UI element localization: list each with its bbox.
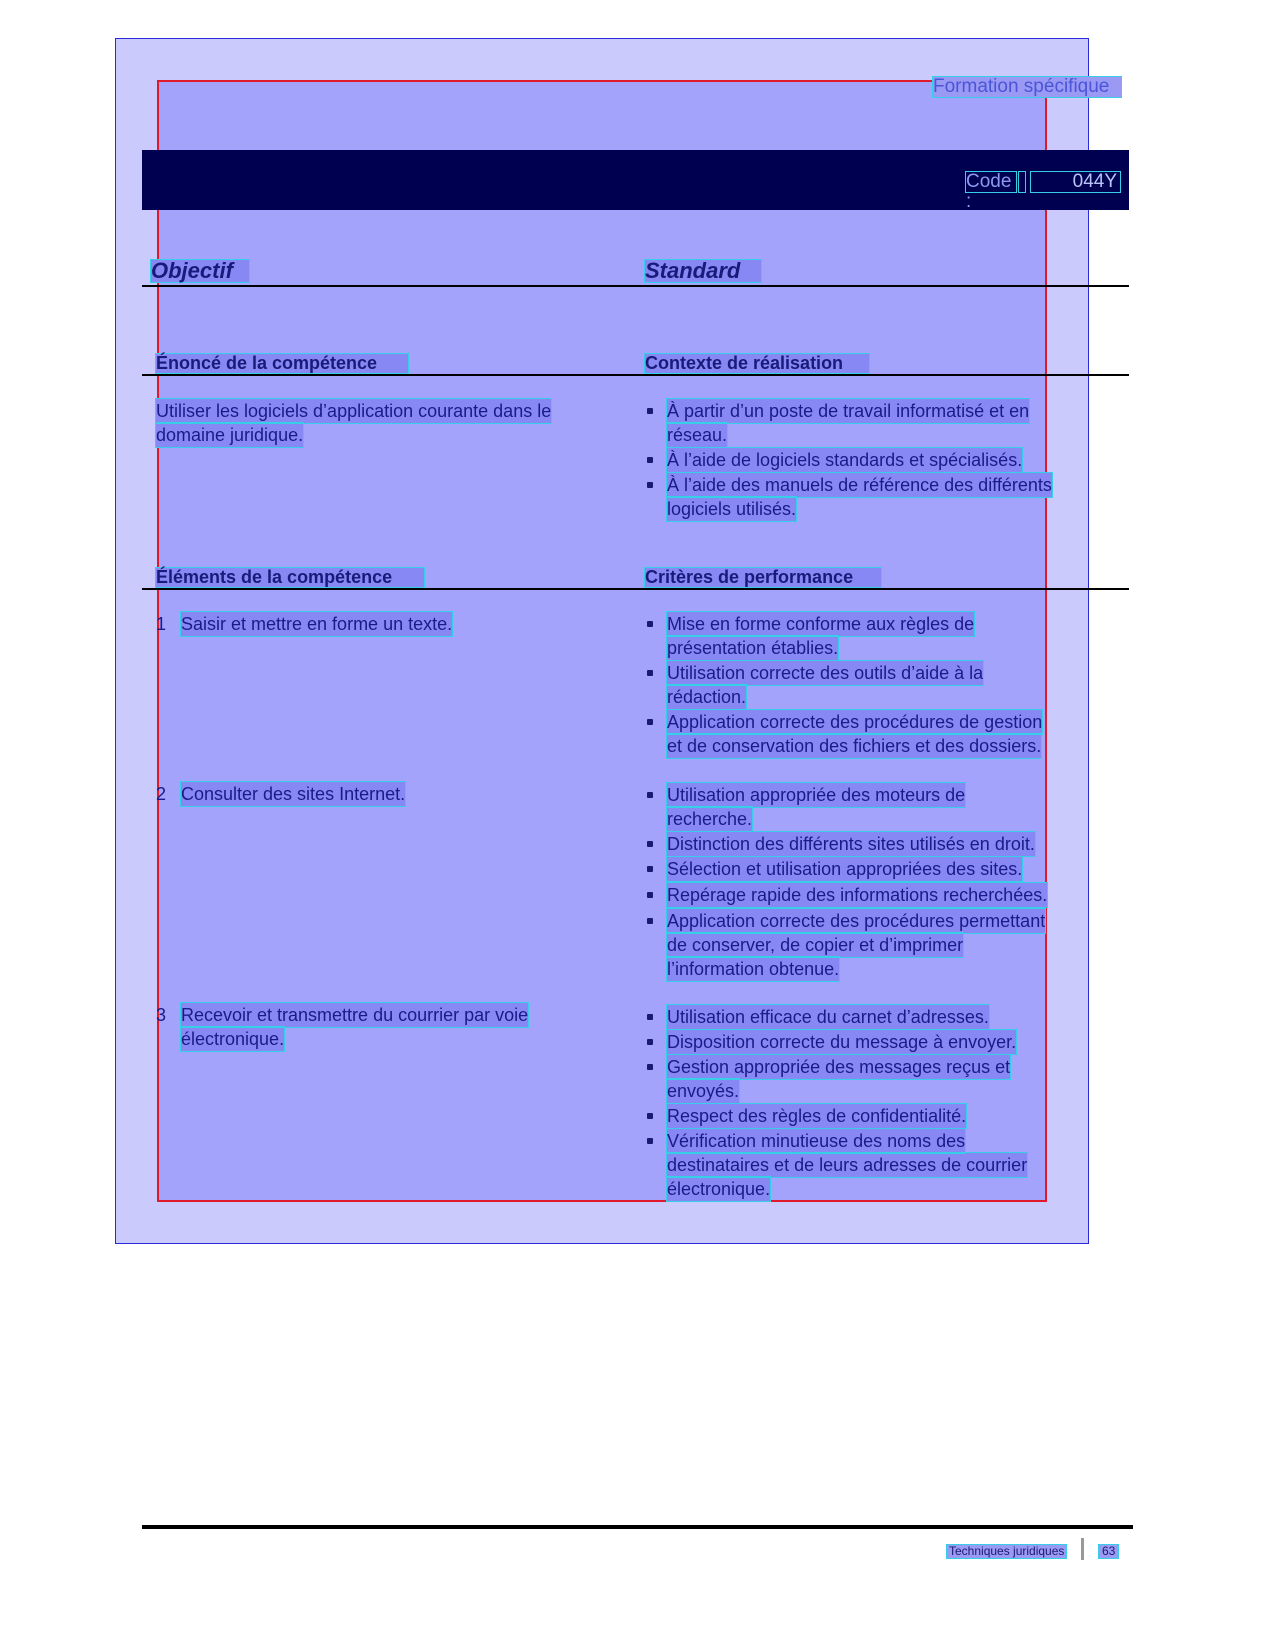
critere-item-line: et de conservation des fichiers et des dossiers. (667, 736, 1042, 756)
formation-label: Formation spécifique (932, 76, 1122, 98)
bullet-icon (647, 892, 653, 898)
enonce-line: domaine juridique. (156, 425, 304, 445)
bullet-icon (647, 408, 653, 414)
bullet-icon (647, 482, 653, 488)
element-line: Recevoir et transmettre du courrier par voie (181, 1005, 529, 1025)
code-label: Code : (965, 171, 1017, 193)
critere-item (667, 783, 965, 831)
critere-item-line: Utilisation appropriée des moteurs de (667, 785, 966, 805)
critere-item (667, 710, 1042, 758)
standard-heading: Standard (644, 259, 762, 283)
bullet-icon (647, 457, 653, 463)
element-number: 2 (156, 784, 167, 804)
element-line: Consulter des sites Internet. (181, 784, 406, 804)
enonce-text (156, 399, 551, 447)
critere-item-line: Disposition correcte du message à envoyer. (667, 1032, 1017, 1052)
criteres-heading: Critères de performance (644, 567, 882, 588)
contexte-item (667, 399, 1029, 447)
critere-item-line: Vérification minutieuse des noms des (667, 1131, 966, 1151)
critere-item (667, 1005, 989, 1029)
critere-item-line: rédaction. (667, 687, 747, 707)
critere-item-line: Application correcte des procédures permettant (667, 911, 1046, 931)
bullet-icon (647, 1138, 653, 1144)
page-number: 63 (1098, 1544, 1119, 1559)
bullet-icon (647, 1039, 653, 1045)
critere-item (667, 832, 1035, 856)
contexte-item-line: réseau. (667, 425, 728, 445)
critere-item-line: envoyés. (667, 1081, 740, 1101)
bullet-icon (647, 621, 653, 627)
critere-item (667, 1129, 1027, 1201)
bullet-icon (647, 841, 653, 847)
contexte-item-line: À l’aide des manuels de référence des différents (667, 475, 1052, 495)
critere-item-line: Repérage rapide des informations recherchées. (667, 885, 1048, 905)
element-text (181, 1003, 528, 1051)
enonce-heading: Énoncé de la compétence (155, 353, 409, 374)
element-number: 3 (156, 1005, 167, 1025)
critere-item (667, 1104, 966, 1128)
critere-item-line: l’information obtenue. (667, 959, 840, 979)
critere-item-line: Application correcte des procédures de gestion (667, 712, 1043, 732)
element-text (181, 782, 405, 806)
enonce-line: Utiliser les logiciels d’application courante dans le (156, 401, 552, 421)
bullet-icon (647, 918, 653, 924)
bullet-icon (647, 719, 653, 725)
critere-item (667, 1030, 1016, 1054)
bullet-icon (647, 866, 653, 872)
elements-heading: Éléments de la compétence (155, 567, 425, 588)
critere-item-line: Mise en forme conforme aux règles de (667, 614, 975, 634)
bullet-icon (647, 670, 653, 676)
critere-item-line: Distinction des différents sites utilisés en droit. (667, 834, 1035, 854)
critere-item (667, 612, 974, 660)
critere-item-line: Sélection et utilisation appropriées des sites. (667, 859, 1023, 879)
element-line: Saisir et mettre en forme un texte. (181, 614, 453, 634)
footer-text: Techniques juridiques (946, 1544, 1067, 1559)
critere-item-line: électronique. (667, 1179, 771, 1199)
critere-item-line: destinataires et de leurs adresses de courrier (667, 1155, 1028, 1175)
objectif-heading: Objectif (150, 259, 250, 283)
code-value: 044Y (1030, 171, 1121, 193)
code-separator (1018, 171, 1026, 193)
critere-item-line: de conserver, de copier et d’imprimer (667, 935, 964, 955)
contexte-item (667, 473, 1052, 521)
bullet-icon (647, 792, 653, 798)
bullet-icon (647, 1014, 653, 1020)
element-number: 1 (156, 614, 167, 634)
contexte-item-line: logiciels utilisés. (667, 499, 797, 519)
rule-3 (142, 588, 1129, 590)
critere-item (667, 909, 1045, 981)
footer-rule (142, 1525, 1133, 1529)
critere-item-line: Utilisation efficace du carnet d’adresses. (667, 1007, 989, 1027)
footer-divider (1081, 1538, 1084, 1560)
contexte-heading: Contexte de réalisation (644, 353, 870, 374)
critere-item (667, 661, 983, 709)
element-line: électronique. (181, 1029, 285, 1049)
contexte-item-line: À partir d’un poste de travail informatisé et en (667, 401, 1030, 421)
critere-item-line: présentation établies. (667, 638, 839, 658)
critere-item (667, 883, 1047, 907)
critere-item (667, 1055, 1010, 1103)
bullet-icon (647, 1113, 653, 1119)
contexte-item-line: À l’aide de logiciels standards et spécialisés. (667, 450, 1023, 470)
critere-item-line: Gestion appropriée des messages reçus et (667, 1057, 1011, 1077)
critere-item-line: Respect des règles de confidentialité. (667, 1106, 967, 1126)
critere-item-line: Utilisation correcte des outils d’aide à la (667, 663, 984, 683)
contexte-item (667, 448, 1022, 472)
bullet-icon (647, 1064, 653, 1070)
critere-item (667, 857, 1022, 881)
rule-2 (142, 374, 1129, 376)
element-text (181, 612, 452, 636)
critere-item-line: recherche. (667, 809, 753, 829)
rule-1 (142, 285, 1129, 287)
